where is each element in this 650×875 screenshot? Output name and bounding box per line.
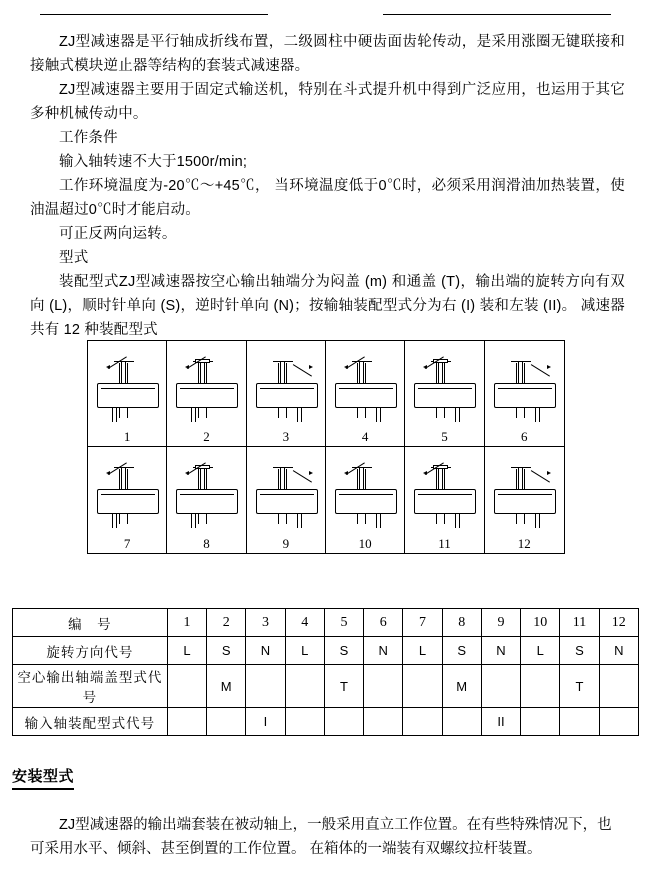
diagram-label-6: 6 (521, 429, 528, 444)
gearbox-body-icon (97, 383, 159, 408)
diagram-cell-9 (247, 447, 326, 553)
cell-number-7: 7 (403, 609, 442, 637)
gearbox-body-icon (256, 383, 318, 408)
cell-input-12 (599, 708, 638, 736)
header-rule-left (40, 14, 268, 15)
mount-foot-icon (535, 514, 540, 528)
assembly-code-table (12, 608, 639, 736)
shaft-top-line (273, 361, 293, 362)
cell-number-8: 8 (442, 609, 481, 637)
cell-cover-10 (521, 665, 560, 708)
cell-number-9: 9 (481, 609, 520, 637)
gearbox-body-icon (414, 383, 476, 408)
rotation-arrow-head (185, 365, 189, 369)
cell-input-8 (442, 708, 481, 736)
paragraph-4: 输入轴转速不大于1500r/min; (59, 154, 248, 170)
gearbox-body-icon (335, 489, 397, 514)
cell-cover-1 (167, 665, 206, 708)
diagram-cell-12 (485, 447, 564, 553)
paragraph-6: 可正反两向运转。 (59, 226, 177, 242)
row-label-rotation-direction: 旋转方向代号 (13, 637, 168, 665)
cell-rotation-10: L (521, 637, 560, 665)
shaft-top-line (511, 467, 531, 468)
cell-cover-7 (403, 665, 442, 708)
rotation-arrow-head (185, 471, 189, 475)
paragraph-tail: ZJ型减速器的输出端套装在被动轴上，一般采用直立工作位置。在有些特殊情况下，也可采用水平、倾斜、甚至倒置的工作位置。 在箱体的一端装有双螺纹拉杆装置。 (30, 816, 612, 857)
cell-input-9: II (481, 708, 520, 736)
rotation-arrow-head (309, 471, 313, 475)
cell-number-5: 5 (324, 609, 363, 637)
cell-rotation-2: S (207, 637, 246, 665)
cell-number-6: 6 (364, 609, 403, 637)
row-label-cover-type: 空心输出轴端盖型式代号 (13, 665, 168, 708)
gearbox-body-icon (256, 489, 318, 514)
rotation-arrow-head (547, 471, 551, 475)
diagram-label-3: 3 (282, 429, 290, 444)
cell-rotation-3: N (246, 637, 285, 665)
cell-number-11: 11 (560, 609, 599, 637)
rotation-arrow-head (344, 365, 348, 369)
paragraph-3: 工作条件 (59, 130, 118, 146)
mount-foot-icon (455, 408, 460, 422)
gearbox-body-icon (335, 383, 397, 408)
paragraph-1: ZJ型减速器是平行轴成折线布置，二级圆柱中硬齿面齿轮传动，是采用涨圈无键联接和接触式模块逆止器等结构的套装式减速器。 (30, 34, 625, 74)
cell-number-4: 4 (285, 609, 324, 637)
cell-cover-6 (364, 665, 403, 708)
cell-cover-4 (285, 665, 324, 708)
diagram-cell-2 (167, 341, 246, 446)
cell-rotation-11: S (560, 637, 599, 665)
mount-foot-icon (297, 514, 302, 528)
cell-rotation-6: N (364, 637, 403, 665)
cell-rotation-7: L (403, 637, 442, 665)
shaft-top-line (273, 467, 293, 468)
header-rules (0, 14, 650, 17)
diagram-label-5: 5 (441, 429, 448, 444)
mount-foot-icon (191, 514, 196, 528)
rotation-arrow-head (423, 365, 427, 369)
cell-rotation-1: L (167, 637, 206, 665)
cell-input-1 (167, 708, 206, 736)
paragraph-5: 工作环境温度为-20℃～+45℃， 当环境温度低于0℃时，必须采用润滑油加热装置，使油温超过0℃时才能启动。 (30, 178, 625, 218)
cell-cover-8: M (442, 665, 481, 708)
diagram-label-12: 12 (517, 536, 531, 551)
gearbox-body-icon (494, 489, 556, 514)
cell-input-4 (285, 708, 324, 736)
diagram-cell-7 (88, 447, 167, 553)
cell-cover-5: T (324, 665, 363, 708)
mount-foot-icon (191, 408, 196, 422)
rotation-arrow-head (106, 471, 110, 475)
cell-input-7 (403, 708, 442, 736)
rotation-arrow-head (106, 365, 110, 369)
diagram-label-7: 7 (123, 536, 131, 551)
cell-cover-3 (246, 665, 285, 708)
gearbox-body-icon (494, 383, 556, 408)
mount-foot-icon (376, 408, 381, 422)
cell-input-10 (521, 708, 560, 736)
paragraph-8: 装配型式ZJ型减速器按空心输出轴端分为闷盖 (m) 和通盖 (T)，输出端的旋转方向有双向 (L)，顺时针单向 (S)，逆时针单向 (N)；按输轴装配型式分为右 (I) 装和左装 (II)。 减速器共有 12 种装配型式 (30, 274, 625, 338)
diagram-label-11: 11 (438, 536, 451, 551)
diagram-cell-4 (326, 341, 405, 446)
mount-foot-icon (455, 514, 460, 528)
section-heading (12, 765, 74, 790)
cell-rotation-8: S (442, 637, 481, 665)
gearbox-body-icon (97, 489, 159, 514)
diagram-label-2: 2 (203, 429, 210, 444)
diagram-cell-6 (485, 341, 564, 446)
diagram-cell-3 (247, 341, 326, 446)
diagram-label-4: 4 (361, 429, 369, 444)
diagram-label-8: 8 (203, 536, 210, 551)
paragraph-2: ZJ型减速器主要用于固定式输送机，特别在斗式提升机中得到广泛应用，也运用于其它多种机械传动中。 (30, 82, 625, 122)
cell-rotation-5: S (324, 637, 363, 665)
cell-rotation-9: N (481, 637, 520, 665)
diagram-cell-8 (167, 447, 246, 553)
cell-number-1: 1 (167, 609, 206, 637)
row-label-number: 编 号 (13, 609, 168, 637)
shaft-top-line (511, 361, 531, 362)
cell-rotation-4: L (285, 637, 324, 665)
diagram-cell-10 (326, 447, 405, 553)
table-row (13, 609, 639, 637)
cell-cover-9 (481, 665, 520, 708)
gearbox-body-icon (414, 489, 476, 514)
body-text (30, 30, 625, 342)
cell-input-6 (364, 708, 403, 736)
paragraph-7: 型式 (59, 250, 89, 266)
table-row (13, 665, 639, 708)
cell-input-5 (324, 708, 363, 736)
assembly-diagram-grid (87, 340, 565, 554)
rotation-arrow-head (344, 471, 348, 475)
diagram-row-bottom (88, 447, 564, 553)
mount-foot-icon (376, 514, 381, 528)
cell-number-10: 10 (521, 609, 560, 637)
rotation-arrow-head (309, 365, 313, 369)
cell-input-11 (560, 708, 599, 736)
mount-foot-icon (535, 408, 540, 422)
row-label-input-shaft-type: 输入轴装配型式代号 (13, 708, 168, 736)
gearbox-body-icon (176, 489, 238, 514)
mount-foot-icon (112, 514, 117, 528)
diagram-cell-1 (88, 341, 167, 446)
rotation-arrow-head (423, 471, 427, 475)
gearbox-body-icon (176, 383, 238, 408)
cell-number-2: 2 (207, 609, 246, 637)
header-rule-right (383, 14, 611, 15)
table-row (13, 708, 639, 736)
cell-number-3: 3 (246, 609, 285, 637)
mount-foot-icon (112, 408, 117, 422)
cell-number-12: 12 (599, 609, 638, 637)
cell-rotation-12: N (599, 637, 638, 665)
diagram-cell-11 (405, 447, 484, 553)
cell-input-2 (207, 708, 246, 736)
diagram-label-1: 1 (123, 429, 131, 444)
section-heading-text: 安装型式 (12, 765, 74, 790)
cell-cover-11: T (560, 665, 599, 708)
diagram-label-10: 10 (358, 536, 372, 551)
cell-cover-12 (599, 665, 638, 708)
cell-cover-2: M (207, 665, 246, 708)
table-row (13, 637, 639, 665)
rotation-arrow-head (547, 365, 551, 369)
diagram-label-9: 9 (282, 536, 290, 551)
cell-input-3: I (246, 708, 285, 736)
tail-text (30, 798, 625, 875)
mount-foot-icon (297, 408, 302, 422)
diagram-cell-5 (405, 341, 484, 446)
diagram-row-top (88, 341, 564, 447)
